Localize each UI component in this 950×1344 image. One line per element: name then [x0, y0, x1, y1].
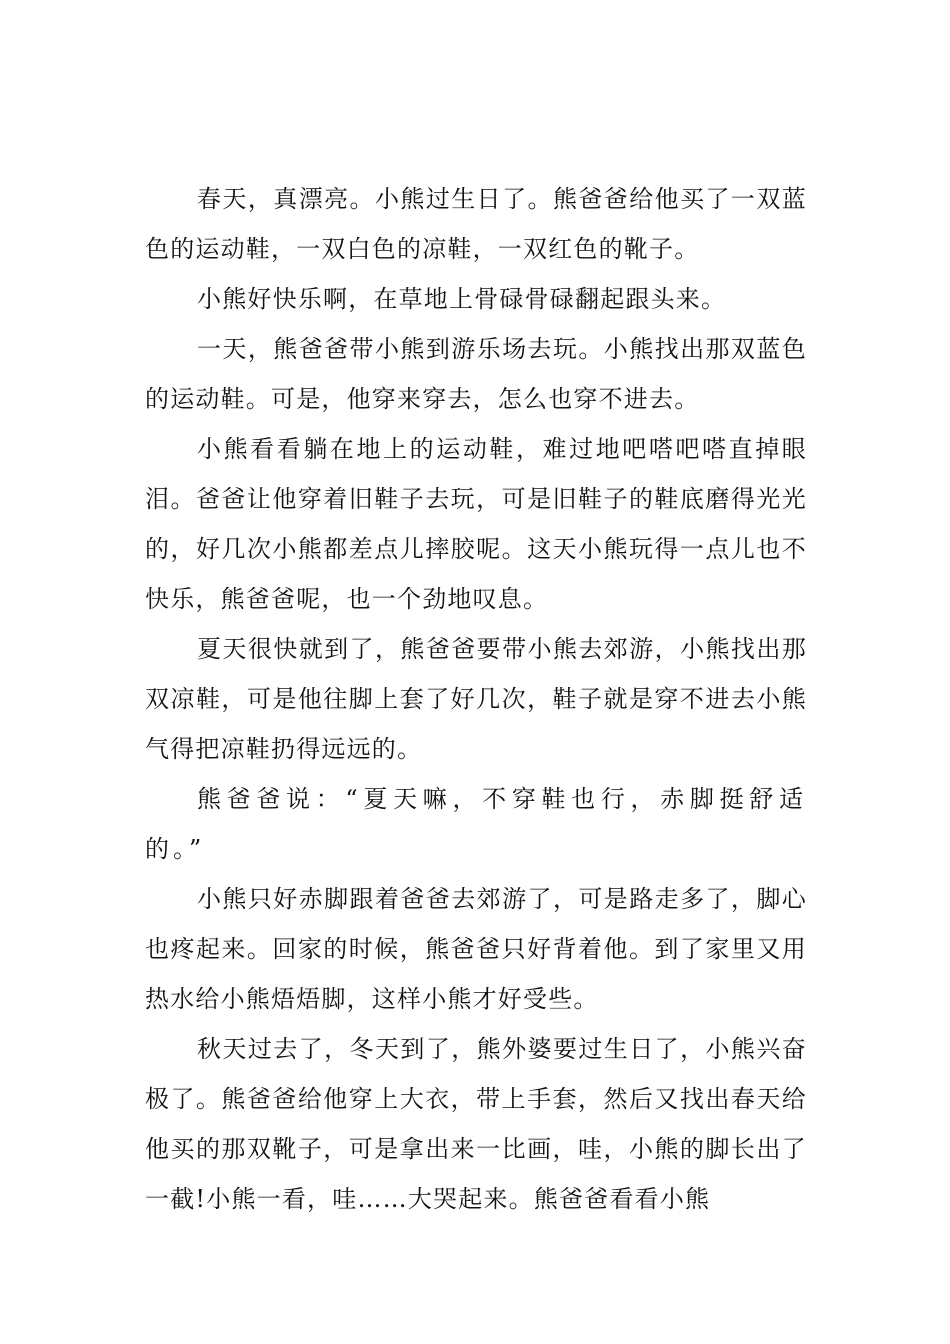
paragraph-father-says: 熊爸爸说：“夏天嘛，不穿鞋也行，赤脚挺舒适的。” — [145, 785, 807, 863]
paragraph-old-shoes: 小熊看看躺在地上的运动鞋，难过地吧嗒吧嗒直掉眼泪。爸爸让他穿着旧鞋子去玩，可是旧鞋子的鞋底磨得光光的，好几次小熊都差点儿摔胶呢。这天小熊玩得一点儿也不快乐，熊爸爸呢，也一个劲地叹息。 — [145, 435, 807, 613]
document-body — [145, 174, 807, 1224]
paragraph-spring: 春天，真漂亮。小熊过生日了。熊爸爸给他买了一双蓝色的运动鞋，一双白色的凉鞋，一双红色的靴子。 — [145, 185, 807, 263]
paragraph-amusement-park: 一天，熊爸爸带小熊到游乐场去玩。小熊找出那双蓝色的运动鞋。可是，他穿来穿去，怎么也穿不进去。 — [145, 335, 807, 413]
paragraph-tumbling: 小熊好快乐啊，在草地上骨碌骨碌翻起跟头来。 — [197, 285, 727, 313]
paragraph-barefoot: 小熊只好赤脚跟着爸爸去郊游了，可是路走多了，脚心也疼起来。回家的时候，熊爸爸只好背着他。到了家里又用热水给小熊焐焐脚，这样小熊才好受些。 — [145, 885, 807, 1013]
paragraph-summer: 夏天很快就到了，熊爸爸要带小熊去郊游，小熊找出那双凉鞋，可是他往脚上套了好几次，鞋子就是穿不进去小熊气得把凉鞋扔得远远的。 — [145, 635, 807, 763]
paragraph-winter: 秋天过去了，冬天到了，熊外婆要过生日了，小熊兴奋极了。熊爸爸给他穿上大衣，带上手套，然后又找出春天给他买的那双靴子，可是拿出来一比画，哇，小熊的脚长出了一截!小熊一看，哇……大哭起来。熊爸爸看看小熊 — [145, 1035, 807, 1213]
